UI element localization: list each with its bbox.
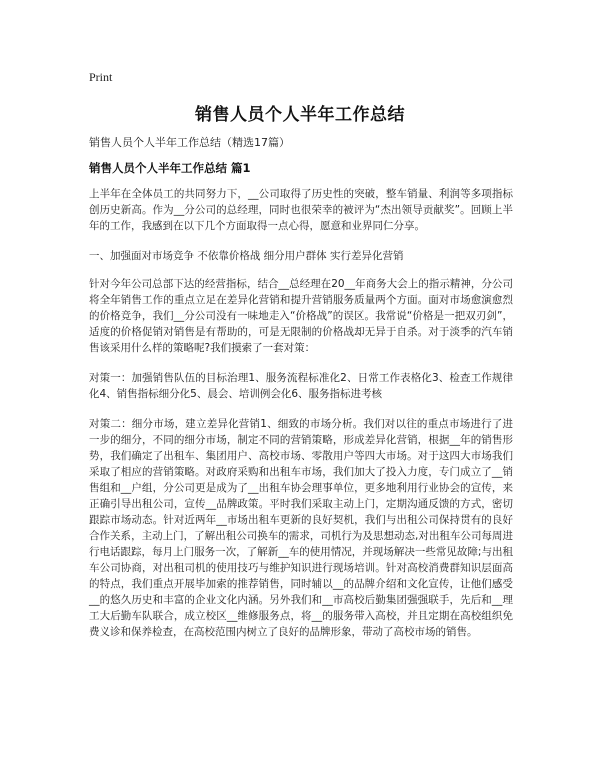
document-body (89, 186, 513, 654)
page-title: 销售人员个人半年工作总结 (195, 105, 405, 125)
paragraph-intro: 上半年在全体员工的共同努力下，__公司取得了历史性的突破，整车销量、利润等多项指标创历史新高。作为__分公司的总经理，同时也很荣幸的被评为“杰出领导贡献奖”。回顾上半年的工作，我感到在以下几个方面取得一点心得，愿意和业界同仁分享。 (89, 188, 513, 232)
section-heading: 销售人员个人半年工作总结 篇1 (89, 161, 251, 175)
document-subtitle: 销售人员个人半年工作总结（精选17篇） (89, 136, 290, 149)
paragraph-strategy: 针对今年公司总部下达的经营指标，结合__总经理在20__年商务大会上的指示精神，分公司将全年销售工作的重点立足在差异化营销和提升营销服务质量两个方面。面对市场愈演愈烈的价格竞争，我们__分公司没有一味地走入“价格战”的误区。我常说“价格是一把双刃剑”，适度的价格促销对销售是有帮助的，可是无限制的价格战却无异于自杀。对于淡季的汽车销售该采用什么样的策略呢?我们摸索了一套对策： (89, 278, 513, 354)
paragraph-countermeasure-two: 对策二：细分市场，建立差异化营销1、细致的市场分析。我们对以往的重点市场进行了进一步的细分，不同的细分市场，制定不同的营销策略，形成差异化营销，根据__年的销售形势，我们确定了出租车、集团用户、高校市场、零散用户等四大市场。对于这四大市场我们采取了相应的营销策略。对政府采购和出租车市场，我们加大了投入力度，专门成立了__销售组和__户组，分公司更是成为了__出租车协会理事单位，更多地利用行业协会的宣传，来正确引导出租公司，宣传__品牌政策。平时我们采取主动上门，定期沟通反馈的方式，密切跟踪市场动态。针对近两年__市场出租车更新的良好契机，我们与出租公司保持贯有的良好合作关系，主动上门，了解出租公司换车的需求，司机行为及思想动态,对出租车公司每周进行电话跟踪，每月上门服务一次，了解新__车的使用情况，并现场解决一些常见故障;与出租车公司协商，对出租司机的使用技巧与维护知识进行现场培训。针对高校消费群知识层面高的特点，我们重点开展毕加索的推荐销售，同时辅以__的品牌介绍和文化宣传，让他们感受__的悠久历史和丰富的企业文化内涵。另外我们和__市高校后勤集团强强联手，先后和__理工大后勤车队联合，成立校区__维修服务点，将__的服务带入高校，并且定期在高校组织免费义诊和保养检查，在高校范围内树立了良好的品牌形象，带动了高校市场的销售。 (89, 418, 513, 638)
paragraph-countermeasure-one: 对策一：加强销售队伍的目标治理1、服务流程标准化2、日常工作表格化3、检查工作规律化4、销售指标细分化5、晨会、培训例会化6、服务指标进考核 (89, 372, 513, 400)
print-label: Print (89, 70, 113, 84)
paragraph-heading-one: 一、加强面对市场竞争 不依靠价格战 细分用户群体 实行差异化营销 (89, 250, 404, 262)
